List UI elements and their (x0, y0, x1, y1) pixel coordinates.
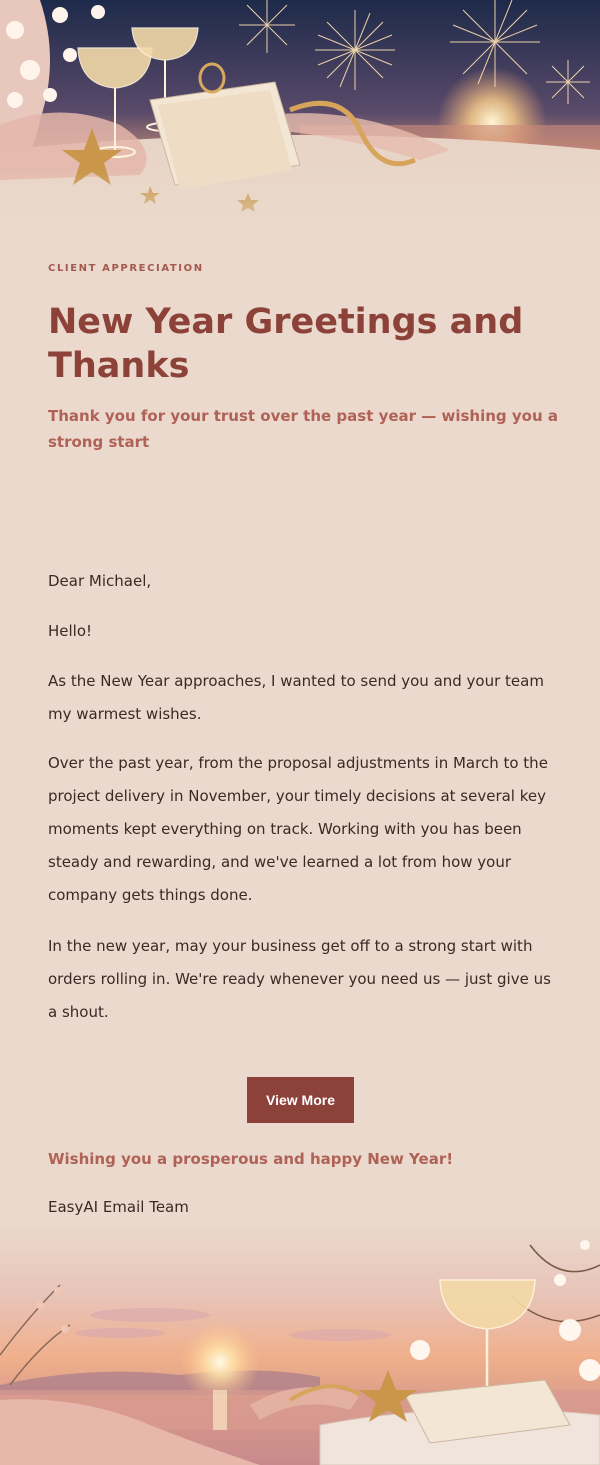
sunset-lake-illustration (0, 1225, 600, 1465)
hero-image (0, 0, 600, 250)
closing-line: Wishing you a prosperous and happy New Year! (48, 1150, 454, 1168)
view-more-button[interactable]: View More (247, 1077, 354, 1123)
eyebrow-label: CLIENT APPRECIATION (48, 263, 204, 274)
signature: EasyAI Email Team (48, 1198, 189, 1216)
paragraph-2: Over the past year, from the proposal adjustments in March to the project delivery in November, your timely decisions at several key moments kept everything on track. Working with you has been steady and rewarding, and we've learned a lot from how your company gets things done. (48, 754, 548, 904)
fireworks-champagne-illustration (0, 0, 600, 250)
email-title: New Year Greetings and Thanks (48, 302, 524, 386)
hello-line: Hello! (48, 622, 93, 640)
paragraph-3: In the new year, may your business get off to a strong start with orders rolling in. We're ready whenever you need us — just give us a shout. (48, 937, 551, 1021)
greeting: Dear Michael, (48, 572, 152, 590)
footer-image (0, 1225, 600, 1465)
email-subtitle: Thank you for your trust over the past year — wishing you a strong start (48, 407, 558, 451)
paragraph-1: As the New Year approaches, I wanted to send you and your team my warmest wishes. (48, 672, 544, 723)
